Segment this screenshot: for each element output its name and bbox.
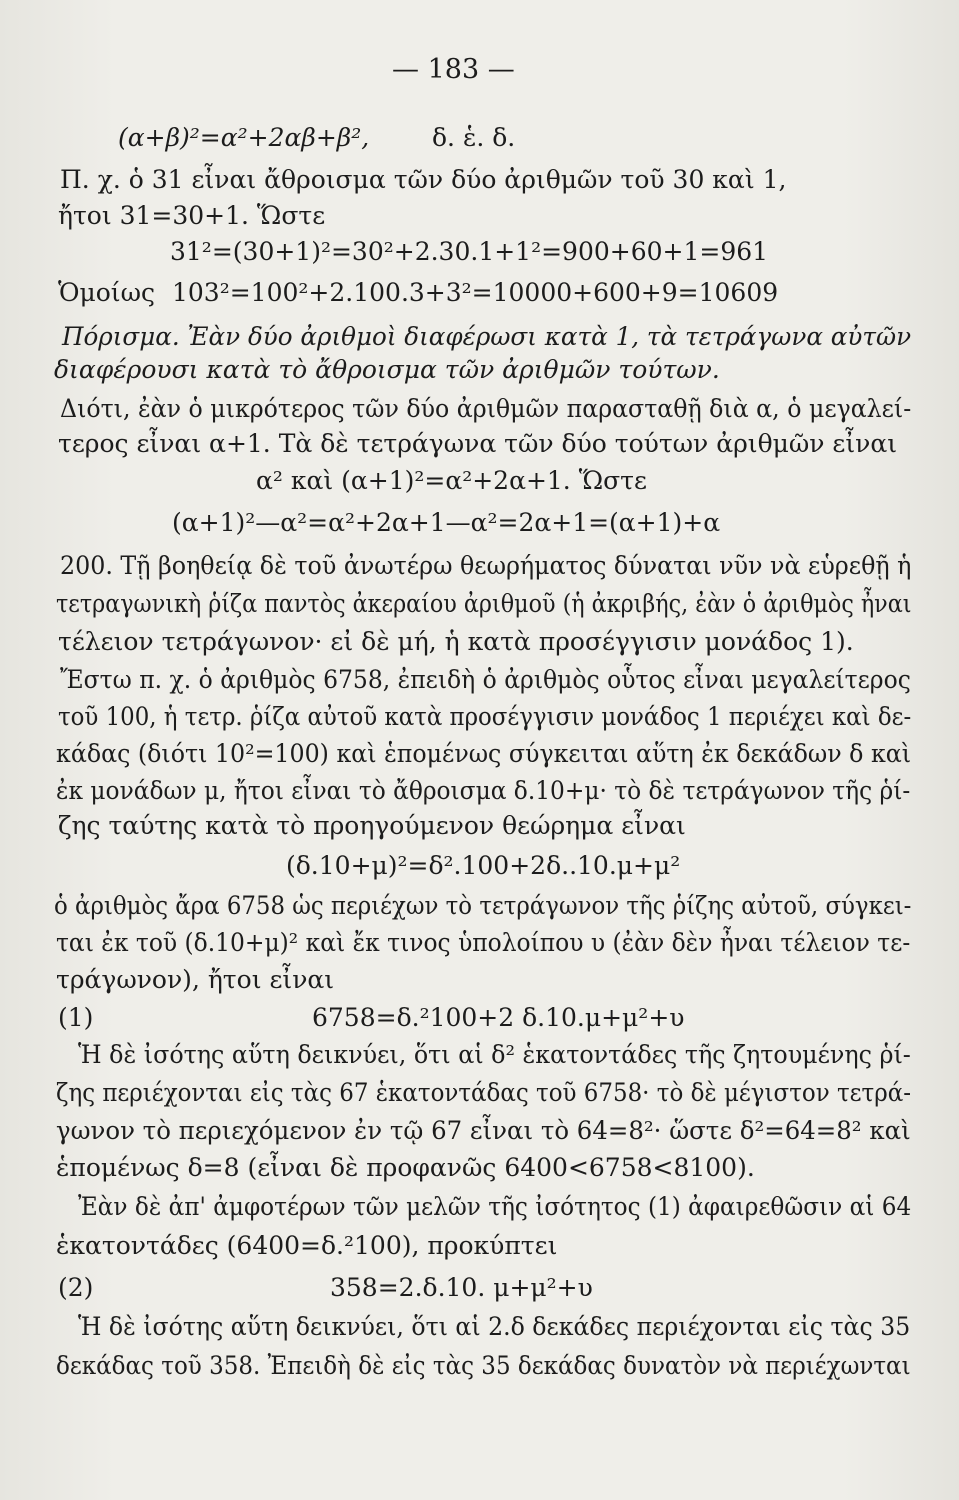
text-line: ται ἐκ τοῦ (δ.10+μ)² καὶ ἔκ τινος ὑπολοίπου υ (ἐὰν δὲν ἦναι τέλειον τε-	[56, 928, 911, 957]
text-line: Ἡ δὲ ἰσότης αὕτη δεικνύει, ὅτι αἱ δ² ἑκατοντάδες τῆς ζητουμένης ῥί-	[78, 1040, 911, 1069]
formula-line: (α+β)²=α²+2αβ+β², δ. ἑ. δ.	[118, 123, 516, 152]
formula-line: α² καὶ (α+1)²=α²+2α+1. Ὥστε	[256, 466, 647, 495]
text-line: διαφέρουσι κατὰ τὸ ἄθροισμα τῶν ἀριθμῶν τούτων.	[54, 355, 720, 384]
text-line: κάδας (διότι 10²=100) καὶ ἑπομένως σύγκειται αὕτη ἐκ δεκάδων δ καὶ	[56, 739, 912, 768]
text-line: ζης περιέχονται εἰς τὰς 67 ἑκατοντάδας τοῦ 6758· τὸ δὲ μέγιστον τετρά-	[56, 1078, 911, 1107]
text-line: ἑκατοντάδες (6400=δ.²100), προκύπτει	[56, 1231, 558, 1260]
page-number: — 183 —	[392, 54, 515, 85]
text-line: ὁ ἀριθμὸς ἄρα 6758 ὡς περιέχων τὸ τετράγωνον τῆς ῥίζης αὐτοῦ, σύγκει-	[54, 891, 912, 920]
text-line: ζης ταύτης κατὰ τὸ προηγούμενον θεώρημα εἶναι	[58, 811, 686, 840]
formula-line: (δ.10+μ)²=δ².100+2δ..10.μ+μ²	[286, 851, 681, 880]
corollary-heading-line: Πόρισμα. Ἐὰν δύο ἀριθμοὶ διαφέρωσι κατὰ 1, τὰ τετράγωνα αὐτῶν	[62, 322, 912, 351]
formula-line: (α+1)²—α²=α²+2α+1—α²=2α+1=(α+1)+α	[172, 508, 721, 537]
text-line: ἑπομένως δ=8 (εἶναι δὲ προφανῶς 6400<6758<8100).	[56, 1153, 755, 1182]
text-line: Διότι, ἐὰν ὁ μικρότερος τῶν δύο ἀριθμῶν παρασταθῇ διὰ α, ὁ μεγαλεί-	[60, 394, 912, 423]
text-line: Ἡ δὲ ἰσότης αὕτη δεικνύει, ὅτι αἱ 2.δ δεκάδες περιέχονται εἰς τὰς 35	[78, 1312, 911, 1341]
text-line: ἤτοι 31=30+1. Ὥστε	[58, 201, 326, 230]
text-line: Ἐὰν δὲ ἀπ' ἀμφοτέρων τῶν μελῶν τῆς ἰσότητος (1) ἀφαιρεθῶσιν αἱ 64	[78, 1192, 912, 1221]
text-line: Π. χ. ὁ 31 εἶναι ἄθροισμα τῶν δύο ἀριθμῶν τοῦ 30 καὶ 1,	[60, 165, 787, 194]
formula-line: Ὁμοίως 103²=100²+2.100.3+3²=10000+600+9=10609	[58, 278, 779, 307]
text-line: ἐκ μονάδων μ, ἤτοι εἶναι τὸ ἄθροισμα δ.10+μ· τὸ δὲ τετράγωνον τῆς ῥί-	[56, 776, 911, 805]
equation-2-line: (2) 358=2.δ.10. μ+μ²+υ	[58, 1273, 593, 1302]
text-line: γωνον τὸ περιεχόμενον ἐν τῷ 67 εἶναι τὸ 64=8²· ὥστε δ²=64=8² καὶ	[56, 1116, 911, 1145]
section-200-line: 200. Τῇ βοηθείᾳ δὲ τοῦ ἀνωτέρω θεωρήματος δύναται νῦν νὰ εὑρεθῇ ἡ	[60, 551, 912, 580]
text-line: δεκάδας τοῦ 358. Ἐπειδὴ δὲ εἰς τὰς 35 δεκάδας δυνατὸν νὰ περιέχωνται	[56, 1351, 911, 1380]
text-line: τέλειον τετράγωνον· εἰ δὲ μή, ἡ κατὰ προσέγγισιν μονάδος 1).	[58, 627, 854, 656]
equation-1-line: (1) 6758=δ.²100+2 δ.10.μ+μ²+υ	[58, 1003, 685, 1032]
text-line: τετραγωνικὴ ῥίζα παντὸς ἀκεραίου ἀριθμοῦ (ἡ ἀκριβής, ἐὰν ὁ ἀριθμὸς ἦναι	[56, 589, 912, 618]
formula-line: 31²=(30+1)²=30²+2.30.1+1²=900+60+1=961	[170, 237, 769, 266]
text-line: τράγωνον), ἤτοι εἶναι	[56, 965, 335, 994]
text-line: τερος εἶναι α+1. Τὰ δὲ τετράγωνα τῶν δύο τούτων ἀριθμῶν εἶναι	[58, 429, 898, 458]
text-line: Ἔστω π. χ. ὁ ἀριθμὸς 6758, ἐπειδὴ ὁ ἀριθμὸς οὗτος εἶναι μεγαλείτερος	[60, 665, 911, 694]
text-line: τοῦ 100, ἡ τετρ. ῥίζα αὐτοῦ κατὰ προσέγγισιν μονάδος 1 περιέχει καὶ δε-	[58, 702, 912, 731]
